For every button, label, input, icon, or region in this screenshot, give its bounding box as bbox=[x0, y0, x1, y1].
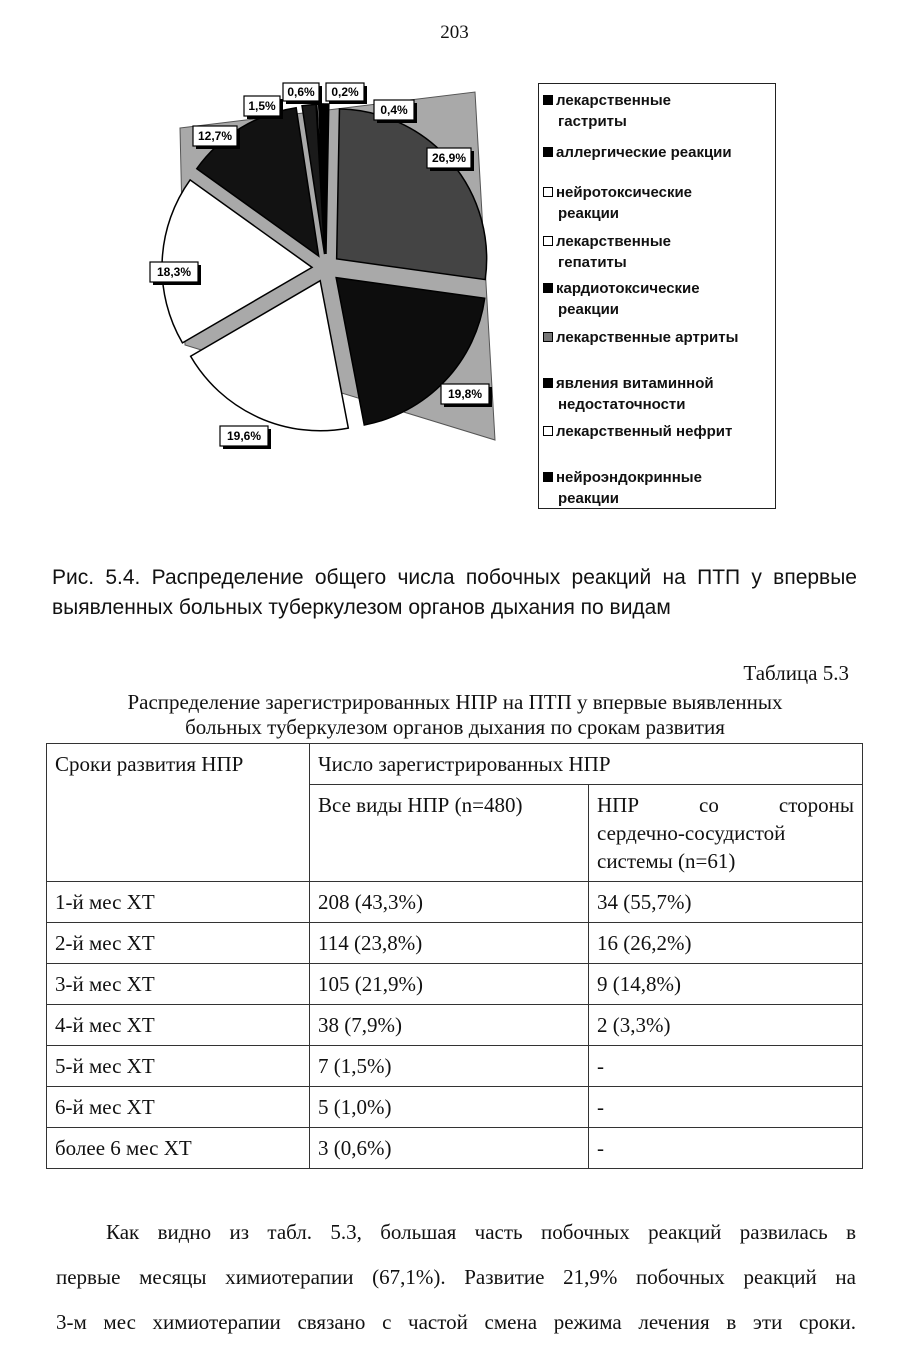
table-label: Таблица 5.3 bbox=[743, 661, 849, 685]
slice-label bbox=[374, 100, 417, 123]
legend-item bbox=[543, 327, 771, 348]
chart-legend bbox=[538, 83, 776, 509]
cell-cardio: 9 (14,8%) bbox=[589, 964, 863, 1005]
legend-label-line-2: реакции bbox=[558, 205, 620, 222]
legend-swatch bbox=[543, 187, 553, 197]
slice-value-label: 19,6% bbox=[226, 429, 262, 443]
header-period: Сроки развития НПР bbox=[47, 744, 310, 882]
cell-period: 4-й мес ХТ bbox=[47, 1005, 310, 1046]
slice-label bbox=[441, 384, 492, 407]
cell-period: 1-й мес ХТ bbox=[47, 882, 310, 923]
legend-swatch bbox=[543, 378, 553, 388]
header-group: Число зарегистрированных НПР bbox=[310, 744, 863, 785]
legend-swatch bbox=[543, 472, 553, 482]
legend-item bbox=[543, 231, 771, 273]
header-all: Все виды НПР (n=480) bbox=[310, 785, 589, 882]
table-row bbox=[47, 882, 863, 923]
cell-period: 2-й мес ХТ bbox=[47, 923, 310, 964]
legend-swatch bbox=[543, 332, 553, 342]
cell-cardio: 2 (3,3%) bbox=[589, 1005, 863, 1046]
table-row bbox=[47, 964, 863, 1005]
slice-value-label: 12,7% bbox=[197, 129, 233, 143]
legend-item bbox=[543, 467, 771, 509]
slice-label bbox=[326, 83, 367, 104]
cell-all: 105 (21,9%) bbox=[310, 964, 589, 1005]
table-title-line-2: больных туберкулезом органов дыхания по срокам развития bbox=[185, 715, 725, 739]
cell-cardio: - bbox=[589, 1087, 863, 1128]
legend-label: нейроэндокринные bbox=[556, 469, 702, 486]
cell-period: 3-й мес ХТ bbox=[47, 964, 310, 1005]
slice-label bbox=[193, 126, 240, 149]
header-cardio bbox=[589, 785, 863, 882]
legend-label: лекарственный нефрит bbox=[556, 423, 733, 440]
legend-swatch bbox=[543, 283, 553, 293]
slice-label bbox=[427, 148, 474, 171]
data-table bbox=[46, 743, 863, 1169]
cell-all: 3 (0,6%) bbox=[310, 1128, 589, 1169]
cell-period: 6-й мес ХТ bbox=[47, 1087, 310, 1128]
body-line-1: Как видно из табл. 5.3, большая часть побочных реакций развилась в bbox=[106, 1220, 856, 1244]
header-cardio-line-1: НПР со стороны bbox=[597, 793, 854, 817]
slice-label bbox=[244, 96, 283, 119]
caption-line-2: выявленных больных туберкулезом органов дыхания по видам bbox=[52, 596, 671, 619]
legend-item bbox=[543, 278, 771, 320]
legend-item bbox=[543, 373, 771, 415]
cell-all: 208 (43,3%) bbox=[310, 882, 589, 923]
legend-swatch bbox=[543, 147, 553, 157]
legend-swatch bbox=[543, 426, 553, 436]
cell-cardio: 34 (55,7%) bbox=[589, 882, 863, 923]
legend-item bbox=[543, 90, 771, 132]
slice-value-label: 18,3% bbox=[156, 265, 192, 279]
legend-label: нейротоксические bbox=[556, 184, 693, 201]
legend-label: явления витаминной bbox=[556, 375, 714, 392]
slice-label bbox=[220, 426, 271, 449]
slice-value-label: 0,6% bbox=[287, 85, 315, 99]
cell-cardio: - bbox=[589, 1128, 863, 1169]
legend-label: лекарственные bbox=[556, 233, 672, 250]
cell-all: 5 (1,0%) bbox=[310, 1087, 589, 1128]
legend-item bbox=[543, 421, 771, 442]
cell-cardio: 16 (26,2%) bbox=[589, 923, 863, 964]
header-cardio-line-3: системы (n=61) bbox=[597, 849, 736, 873]
legend-label-line-2: гепатиты bbox=[558, 254, 627, 271]
legend-label-line-2: недостаточности bbox=[558, 396, 686, 413]
legend-swatch bbox=[543, 236, 553, 246]
table-title bbox=[40, 690, 870, 740]
slice-label bbox=[283, 83, 322, 104]
cell-cardio: - bbox=[589, 1046, 863, 1087]
slice-value-label: 0,2% bbox=[331, 85, 359, 99]
cell-all: 7 (1,5%) bbox=[310, 1046, 589, 1087]
cell-all: 38 (7,9%) bbox=[310, 1005, 589, 1046]
body-line-3: 3-м мес химиотерапии связано с частой смена режима лечения в эти сроки. bbox=[56, 1310, 856, 1334]
page-number: 203 bbox=[440, 22, 469, 43]
legend-label: кардиотоксические bbox=[556, 280, 700, 297]
table-row bbox=[47, 1128, 863, 1169]
slice-value-label: 1,5% bbox=[248, 99, 276, 113]
body-line-2: первые месяцы химиотерапии (67,1%). Развитие 21,9% побочных реакций на bbox=[56, 1265, 856, 1289]
table-title-line-1: Распределение зарегистрированных НПР на ПТП у впервые выявленных bbox=[127, 690, 783, 714]
legend-label: аллергические реакции bbox=[556, 144, 732, 161]
header-cardio-line-2: сердечно-сосудистой bbox=[597, 821, 786, 845]
table-row bbox=[47, 1046, 863, 1087]
legend-item bbox=[543, 182, 771, 224]
legend-label-line-2: реакции bbox=[558, 490, 620, 507]
slice-label bbox=[150, 262, 201, 285]
legend-label-line-2: реакции bbox=[558, 301, 620, 318]
table-row bbox=[47, 1087, 863, 1128]
slice-value-label: 19,8% bbox=[447, 387, 483, 401]
cell-all: 114 (23,8%) bbox=[310, 923, 589, 964]
figure-caption bbox=[52, 563, 857, 623]
body-paragraph bbox=[56, 1210, 856, 1345]
slice-value-label: 26,9% bbox=[431, 151, 467, 165]
caption-line-1: Рис. 5.4. Распределение общего числа побочных реакций на ПТП у впервые bbox=[52, 566, 857, 589]
table-row bbox=[47, 923, 863, 964]
legend-label: лекарственные bbox=[556, 92, 672, 109]
legend-swatch bbox=[543, 95, 553, 105]
slice-value-label: 0,4% bbox=[380, 103, 408, 117]
legend-label-line-2: гастриты bbox=[558, 113, 627, 130]
table-row bbox=[47, 1005, 863, 1046]
table-header-row bbox=[47, 744, 863, 785]
cell-period: 5-й мес ХТ bbox=[47, 1046, 310, 1087]
cell-period: более 6 мес ХТ bbox=[47, 1128, 310, 1169]
legend-item bbox=[543, 142, 771, 163]
legend-label: лекарственные артриты bbox=[556, 329, 739, 346]
